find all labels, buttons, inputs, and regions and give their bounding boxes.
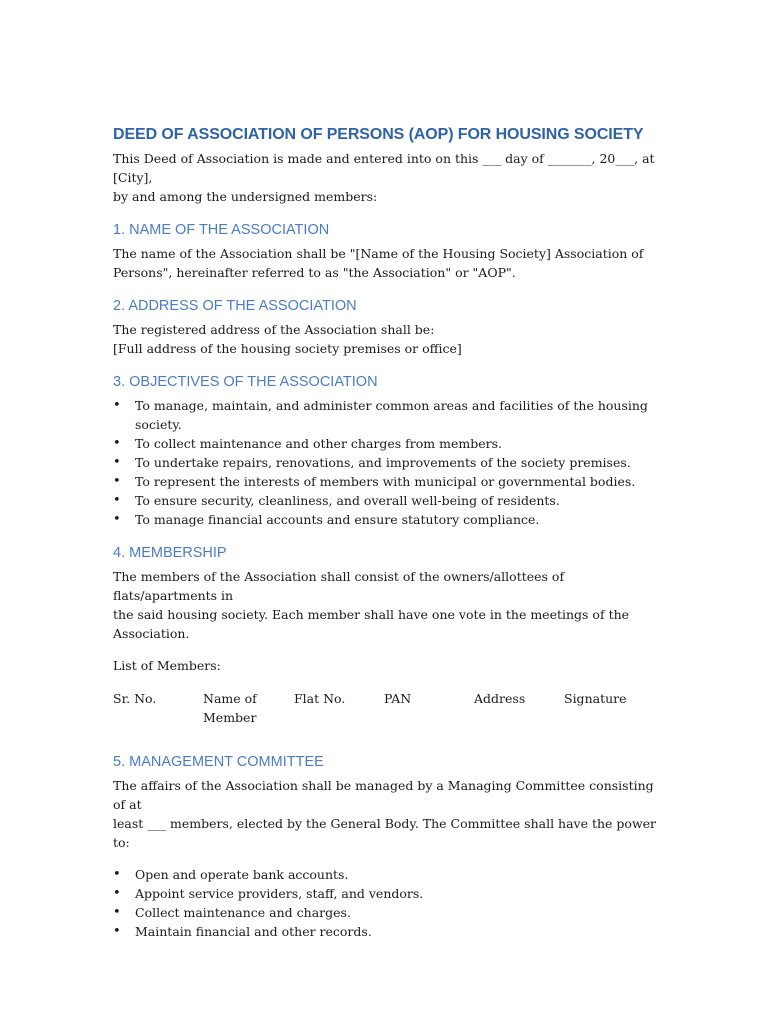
bullet-icon: • <box>113 905 121 920</box>
list-item: • Open and operate bank accounts. <box>113 867 349 882</box>
section-heading-committee: 5. MANAGEMENT COMMITTEE <box>113 754 324 770</box>
bullet-icon: • <box>113 493 121 508</box>
bullet-icon: • <box>113 924 121 939</box>
bullet-icon: • <box>113 886 121 901</box>
section-heading-address: 2. ADDRESS OF THE ASSOCIATION <box>113 298 357 314</box>
members-list-label: List of Members: <box>113 658 221 673</box>
column-header-name: Name of Member <box>203 691 257 725</box>
document-title: DEED OF ASSOCIATION OF PERSONS (AOP) FOR HOUSING SOCIETY <box>113 126 644 143</box>
bullet-icon: • <box>113 512 121 527</box>
section-name-text: The name of the Association shall be "[Name of the Housing Society] Association of Persons", hereinafter referred to as "the Association" or "AOP". <box>113 246 644 280</box>
section-heading-membership: 4. MEMBERSHIP <box>113 545 227 561</box>
objectives-list <box>113 396 658 529</box>
column-header-pan: PAN <box>384 691 412 706</box>
list-item: • Collect maintenance and charges. <box>113 905 351 920</box>
column-header-sr-no: Sr. No. <box>113 691 157 706</box>
section-address-text: The registered address of the Association shall be: [Full address of the housing society premises or office] <box>113 322 462 356</box>
section-heading-objectives: 3. OBJECTIVES OF THE ASSOCIATION <box>113 374 378 390</box>
section-membership <box>113 543 658 727</box>
section-committee <box>113 752 658 941</box>
list-item: • Maintain financial and other records. <box>113 924 372 939</box>
section-committee-text: The affairs of the Association shall be managed by a Managing Committee consisting of at least ___ members, elected by the General Body. The Committee shall have the power to: <box>113 778 657 850</box>
section-address <box>113 296 658 358</box>
list-item: • Appoint service providers, staff, and vendors. <box>113 886 424 901</box>
bullet-icon: • <box>113 436 121 451</box>
section-heading-name: 1. NAME OF THE ASSOCIATION <box>113 222 330 238</box>
bullet-icon: • <box>113 455 121 470</box>
list-item: • To collect maintenance and other charges from members. <box>113 436 502 451</box>
bullet-icon: • <box>113 867 121 882</box>
document-page <box>113 125 658 941</box>
members-table-header <box>113 689 658 727</box>
section-objectives <box>113 372 658 529</box>
intro-paragraph: This Deed of Association is made and entered into on this ___ day of _______, 20___, at [City], by and among the undersigned members: <box>113 151 655 204</box>
section-membership-text: The members of the Association shall consist of the owners/allottees of flats/apartments in the said housing society. Each member shall have one vote in the meetings of the Association. <box>113 569 630 641</box>
committee-powers-list <box>113 865 658 941</box>
bullet-icon: • <box>113 398 121 413</box>
list-item: • To manage financial accounts and ensure statutory compliance. <box>113 512 540 527</box>
column-header-signature: Signature <box>564 691 627 706</box>
list-item: • To represent the interests of members with municipal or governmental bodies. <box>113 474 636 489</box>
section-name <box>113 220 658 282</box>
list-item: • To ensure security, cleanliness, and overall well-being of residents. <box>113 493 560 508</box>
column-header-flat-no: Flat No. <box>294 691 346 706</box>
column-header-address: Address <box>474 691 526 706</box>
list-item: • To manage, maintain, and administer common areas and facilities of the housing society. <box>113 398 648 432</box>
list-item: • To undertake repairs, renovations, and improvements of the society premises. <box>113 455 631 470</box>
bullet-icon: • <box>113 474 121 489</box>
